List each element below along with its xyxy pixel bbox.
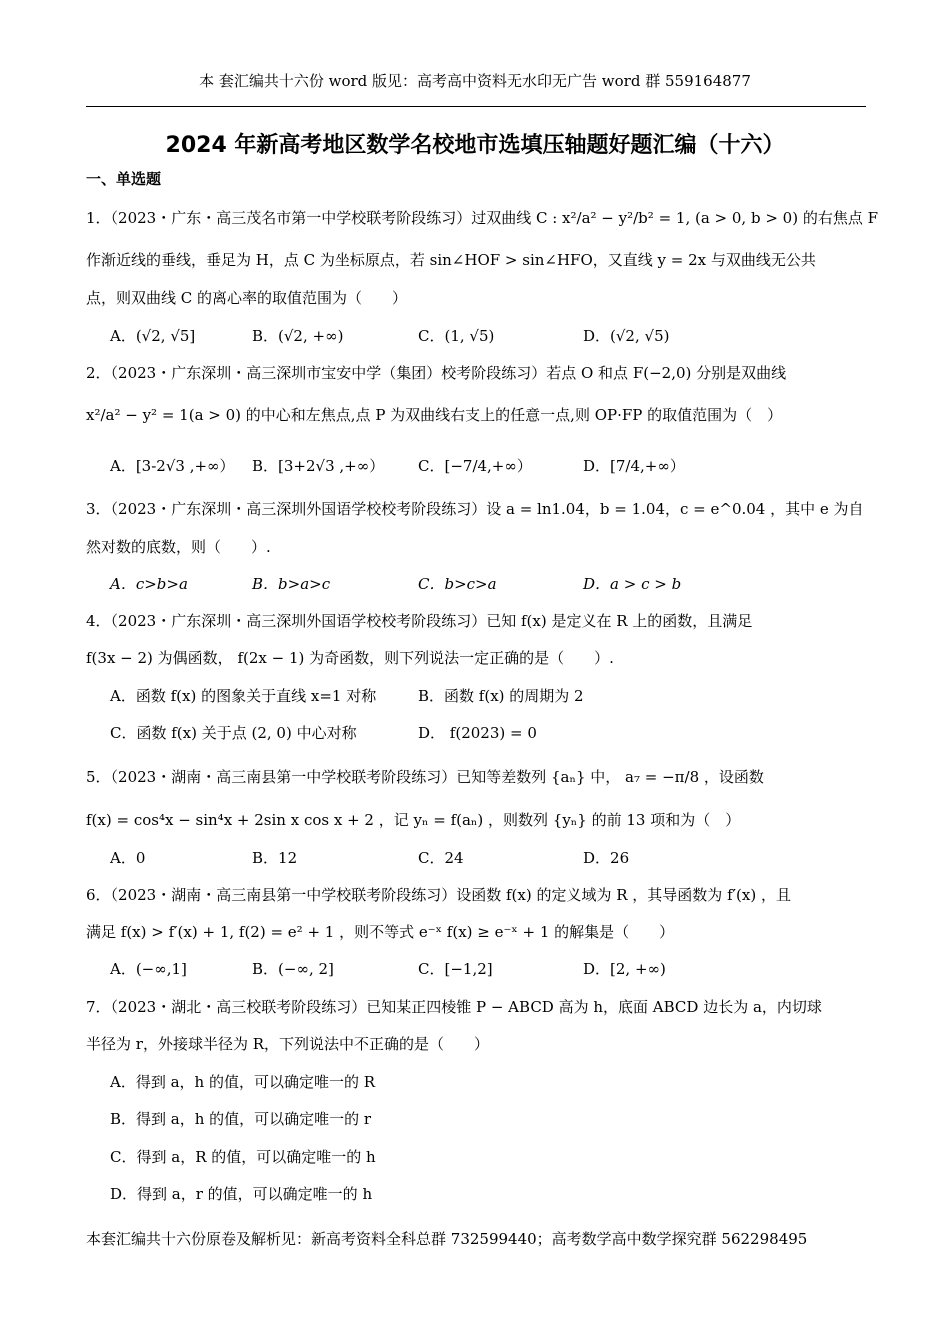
q6-option-d: D．[2, +∞) — [583, 960, 666, 978]
page-title: 2024 年新高考地区数学名校地市选填压轴题好题汇编（十六） — [165, 133, 785, 158]
q3-option-a: A．c>b>a — [110, 575, 188, 593]
q1-option-d: D．(√2, √5) — [583, 327, 670, 345]
q6-option-a: A．(−∞,1] — [110, 960, 187, 978]
q4-option-d: D． f(2023) = 0 — [418, 724, 537, 742]
q3-line-1: 3．（2023・广东深圳・高三深圳外国语学校校考阶段练习）设 a = ln1.04，b = 1.04，c = e^0.04 ，其中 e 为自 — [86, 500, 864, 518]
header-rule — [86, 106, 866, 107]
q1-line-3: 点，则双曲线 C 的离心率的取值范围为（ ） — [86, 289, 408, 307]
q2-line-1: 2．（2023・广东深圳・高三深圳市宝安中学（集团）校考阶段练习）若点 O 和点 F(−2,0) 分别是双曲线 — [86, 364, 787, 382]
q5-option-a: A．0 — [110, 849, 146, 867]
q1-option-c: C．(1, √5) — [418, 327, 495, 345]
q7-line-2: 半径为 r，外接球半径为 R，下列说法中不正确的是（ ） — [86, 1035, 490, 1053]
q6-line-2: 满足 f(x) > f′(x) + 1, f(2) = e² + 1 ，则不等式 e⁻ˣ f(x) ≥ e⁻ˣ + 1 的解集是（ ） — [86, 923, 675, 941]
q1-line-1: 1．（2023・广东・高三茂名市第一中学校联考阶段练习）过双曲线 C : x²/a² − y²/b² = 1, (a > 0, b > 0) 的右焦点 F — [86, 209, 879, 227]
q1-line-2: 作渐近线的垂线，垂足为 H，点 C 为坐标原点，若 sin∠HOF > sin∠HFO，又直线 y = 2x 与双曲线无公共 — [86, 251, 816, 269]
q2-option-d: D．[7/4,+∞） — [583, 457, 685, 475]
q6-option-b: B．(−∞, 2] — [252, 960, 334, 978]
q3-line-2: 然对数的底数，则（ ）. — [86, 538, 271, 556]
q4-option-a: A．函数 f(x) 的图象关于直线 x=1 对称 — [110, 687, 377, 705]
q2-line-2: x²/a² − y² = 1(a > 0) 的中心和左焦点,点 P 为双曲线右支上的任意一点,则 OP·FP 的取值范围为（ ） — [86, 406, 783, 424]
q5-option-c: C．24 — [418, 849, 464, 867]
q7-option-a: A．得到 a，h 的值，可以确定唯一的 R — [110, 1073, 376, 1091]
q4-line-2: f(3x − 2) 为偶函数， f(2x − 1) 为奇函数，则下列说法一定正确的是（ ）. — [86, 649, 614, 667]
q5-line-1: 5．（2023・湖南・高三南县第一中学校联考阶段练习）已知等差数列 {aₙ} 中， a₇ = −π/8 ，设函数 — [86, 768, 764, 786]
q7-option-c: C．得到 a，R 的值，可以确定唯一的 h — [110, 1148, 376, 1166]
q6-option-c: C．[−1,2] — [418, 960, 493, 978]
q2-option-b: B．[3+2√3 ,+∞） — [252, 457, 385, 475]
q2-option-a: A．[3-2√3 ,+∞） — [110, 457, 235, 475]
q2-option-c: C．[−7/4,+∞） — [418, 457, 532, 475]
q1-option-b: B．(√2, +∞) — [252, 327, 344, 345]
section-heading: 一、单选题 — [86, 170, 162, 188]
q4-option-c: C．函数 f(x) 关于点 (2, 0) 中心对称 — [110, 724, 357, 742]
q5-option-d: D．26 — [583, 849, 630, 867]
q6-line-1: 6．（2023・湖南・高三南县第一中学校联考阶段练习）设函数 f(x) 的定义域为 R ，其导函数为 f′(x) ，且 — [86, 886, 791, 904]
q4-option-b: B．函数 f(x) 的周期为 2 — [418, 687, 584, 705]
page-header: 本 套汇编共十六份 word 版见：高考高中资料无水印无广告 word 群 559164877 — [199, 72, 751, 90]
q7-line-1: 7．（2023・湖北・高三校联考阶段练习）已知某正四棱锥 P − ABCD 高为 h，底面 ABCD 边长为 a，内切球 — [86, 998, 822, 1016]
q4-line-1: 4．（2023・广东深圳・高三深圳外国语学校校考阶段练习）已知 f(x) 是定义在 R 上的函数，且满足 — [86, 612, 753, 630]
q3-option-c: C．b>c>a — [418, 575, 497, 593]
q5-option-b: B．12 — [252, 849, 298, 867]
page-footer: 本套汇编共十六份原卷及解析见：新高考资料全科总群 732599440；高考数学高中数学探究群 562298495 — [86, 1230, 808, 1248]
q5-line-2: f(x) = cos⁴x − sin⁴x + 2sin x cos x + 2 ，记 yₙ = f(aₙ) ，则数列 {yₙ} 的前 13 项和为（ ） — [86, 811, 741, 829]
q3-option-b: B．b>a>c — [252, 575, 331, 593]
q1-option-a: A．(√2, √5] — [110, 327, 196, 345]
q7-option-b: B．得到 a，h 的值，可以确定唯一的 r — [110, 1110, 372, 1128]
q3-option-d: D．a > c > b — [583, 575, 682, 593]
q7-option-d: D．得到 a，r 的值，可以确定唯一的 h — [110, 1185, 373, 1203]
